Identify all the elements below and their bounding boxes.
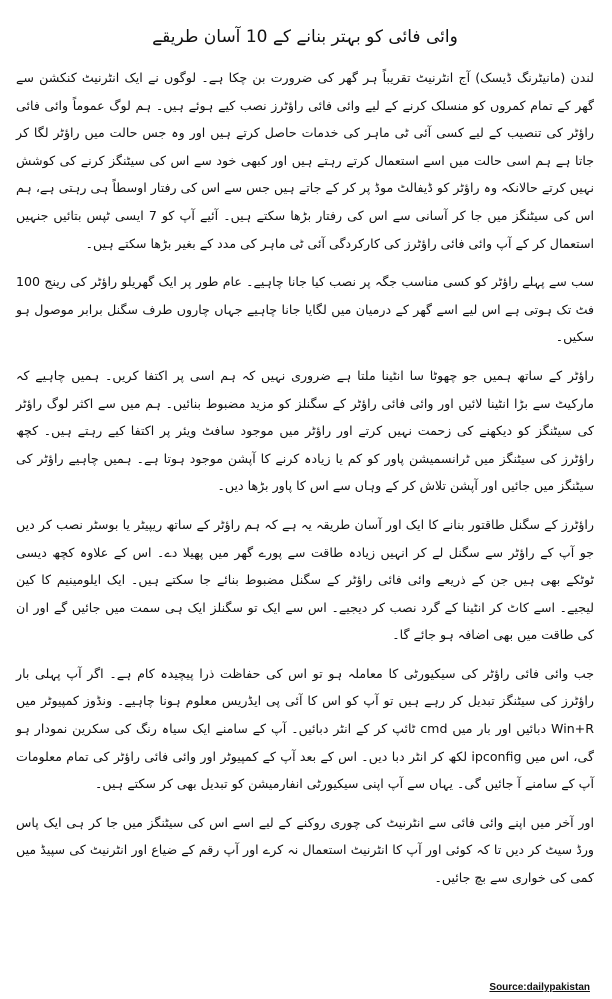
- article-title: وائی فائی کو بہتر بنانے کے 10 آسان طریقے: [152, 27, 458, 47]
- article-paragraph-4: راؤٹرز کے سگنل طاقتور بنانے کا ایک اور آسان طریقہ یہ ہے کہ ہم راؤٹر کے ساتھ ریپیٹر یا بوسٹر نصب کر دیں جو آپ کے راؤٹر سے سگنل لے کر انہیں زیادہ طاقت سے پورے گھر میں پھیلا دے۔ اس کے علاوہ کچھ دیسی ٹوٹکے بھی ہیں جن کے ذریعے وائی فائی راؤٹر کے سگنل مضبوط بنائے جا سکتے ہیں۔ ایک ایلومینیم کا کین لیجیے۔ اسے کاٹ کر انٹینا کے گرد نصب کر دیجیے۔ اس سے ایک تو سگنلز ایک ہی سمت میں جائیں گے اور ان کی طاقت میں بھی اضافہ ہو جائے گا۔: [16, 516, 594, 643]
- article-paragraph-2: سب سے پہلے راؤٹر کو کسی مناسب جگہ پر نصب کیا جانا چاہیے۔ عام طور پر ایک گھریلو راؤٹر کی رینج 100 فٹ تک ہوتی ہے اس لیے اسے گھر کے درمیان میں لگایا جانا چاہیے جہاں چاروں طرف سگنل برابر موصول ہو سکیں۔: [16, 274, 594, 345]
- source-credit: Source:dailypakistan: [489, 982, 590, 993]
- article-paragraph-6: اور آخر میں اپنے وائی فائی سے انٹرنیٹ کی چوری روکنے کے لیے اسے اس کی سیٹنگز میں جا کر ہی ایک پاس ورڈ سیٹ کر دیں تا کہ کوئی اور آپ کا انٹرنیٹ استعمال نہ کرے اور آپ رقم کے ضیاع اور انٹرنیٹ کی سپیڈ میں کمی کی خواری سے بچ جائیں۔: [16, 814, 594, 886]
- article-paragraph-1: لندن (مانیٹرنگ ڈیسک) آج انٹرنیٹ تقریباً ہر گھر کی ضرورت بن چکا ہے۔ لوگوں نے ایک انٹرنیٹ کنکشن سے گھر کے تمام کمروں کو منسلک کرنے کے لیے وائی فائی راؤٹرز نصب کیے ہوئے ہیں۔ ہم لوگ عموماً وائی فائی راؤٹر کی تنصیب کے لیے کسی آئی ٹی ماہر کی خدمات حاصل کرتے ہیں اور وہ جس حالت میں راؤٹر لگا کر جاتا ہے ہم اسی حالت میں اسے استعمال کرتے رہتے ہیں اور کبھی خود سے اس کی سیٹنگز کرنے کی کوشش نہیں کرتے حالانکہ وہ راؤٹر کو ڈیفالٹ موڈ پر کر کے جاتے ہیں جس سے اس کی رفتار اوسطاً ہی رہتی ہے، ہم اس کی سیٹنگز میں جا کر آسانی سے اس کی رفتار بڑھا سکتے ہیں۔ آئیے آپ کو 7 ایسی ٹپس بتائیں جنہیں استعمال کر کے آپ وائی فائی راؤٹرز کی کارکردگی آئی ٹی ماہر کی مدد کے بغیر بڑھا سکتے ہیں۔: [16, 70, 594, 251]
- article-paragraph-3: راؤٹر کے ساتھ ہمیں جو چھوٹا سا انٹینا ملتا ہے ضروری نہیں کہ ہم اسی پر اکتفا کریں۔ ہمیں چاہیے کہ مارکیٹ سے بڑا انٹینا لائیں اور وائی فائی راؤٹر کے سگنلز کو مزید مضبوط بنائیں۔ ہم میں سے اکثر لوگ راؤٹر کی سیٹنگز کو دیکھنے کی زحمت نہیں کرتے اور راؤٹر میں موجود سافٹ ویئر پر اکتفا کیے رہتے ہیں۔ کچھ راؤٹرز کی سیٹنگز میں ٹرانسمیشن پاور کو کم یا زیادہ کرنے کا آپشن موجود ہوتا ہے۔ ہمیں چاہیے راؤٹر کی سیٹنگز میں جائیں اور آپشن تلاش کر کے وہاں سے اس کا پاور بڑھا دیں۔: [16, 367, 594, 494]
- article-paragraph-5: جب وائی فائی راؤٹر کی سیکیورٹی کا معاملہ ہو تو اس کی حفاظت ذرا پیچیدہ کام ہے۔ اگر آپ پہلی بار راؤٹرز کی سیٹنگز تبدیل کر رہے ہیں تو آپ کو اس کا آئی پی ایڈریس معلوم ہونا چاہیے۔ ونڈوز کمپیوٹر میں Win+R دبائیں اور بار میں cmd ٹائپ کر کے انٹر دبائیں۔ آپ کے سامنے ایک سیاہ رنگ کی سکرین نمودار ہو گی، اس میں ipconfig لکھ کر انٹر دبا دیں۔ اس کے بعد آپ کے کمپیوٹر اور وائی فائی راؤٹر کی تمام معلومات آپ کے سامنے آ جائیں گی۔ یہاں سے آپ اپنی سیکیورٹی انفارمیشن کو تبدیل بھی کر سکتے ہیں۔: [16, 665, 594, 792]
